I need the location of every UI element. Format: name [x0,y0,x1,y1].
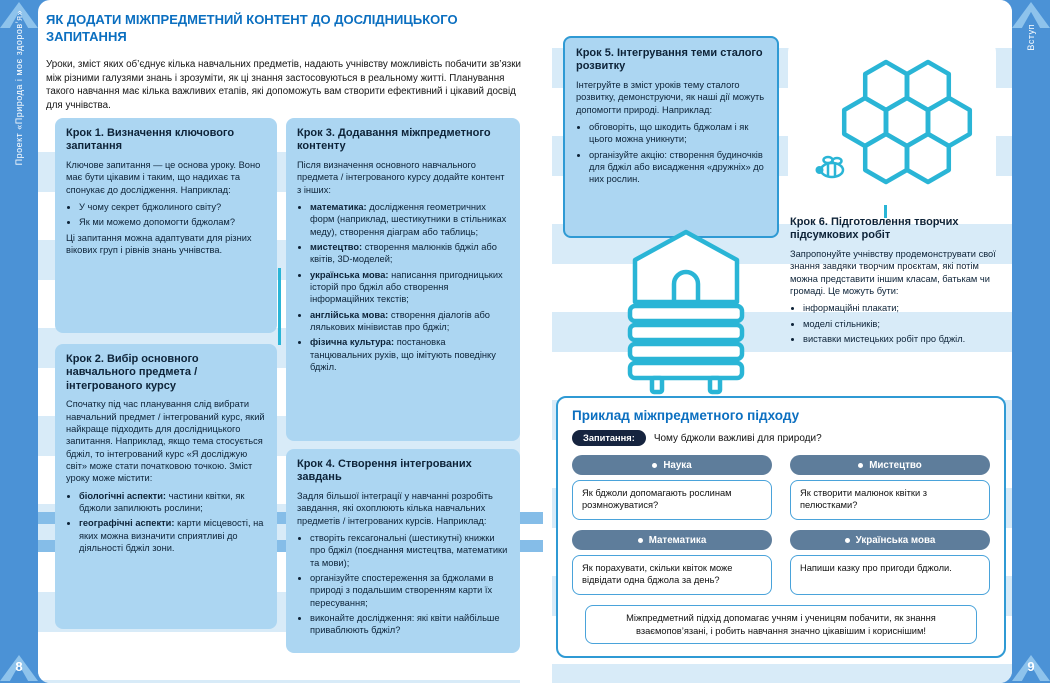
connector-line [278,268,281,345]
right-margin-strip [1012,0,1050,683]
subject-card-art [790,455,990,520]
bullet-item: • організуйте акцію: створення будиночків для бджіл або висадження «дружніх» до них рослин. [589,149,766,186]
subject-cards-grid [572,455,990,595]
right-page-number: 9 [1027,659,1035,674]
category-question-card [790,555,990,595]
bullet-item: • інформаційні плакати; [803,302,1002,314]
bullet-dot-icon [845,538,850,543]
title-text: ЯК ДОДАТИ МІЖПРЕДМЕТНИЙ КОНТЕНТ ДО ДОСЛІДНИЦЬКОГО ЗАПИТАННЯ [46,12,458,44]
bullet-dot-icon [638,538,643,543]
card-question-text: Як створити малюнок квітки з пелюстками? [800,488,928,511]
bullet-item: • організуйте спостереження за бджолами в природі з подальшим створенням карти їх пересування; [310,572,509,609]
left-page-number: 8 [15,659,23,674]
bullet-item: • У чому секрет бджолиного світу? [79,201,266,213]
step-title: Крок 4. Створення інтегрованих завдань [297,458,472,484]
right-margin-label: Вступ [1026,24,1036,51]
bullet-item: • обговоріть, що шкодить бджолам і як цього можна уникнути; [589,121,766,146]
beehive-illustration [590,220,782,398]
step-bullet-list [297,532,509,637]
bullet-item: • математика: дослідження геометричних форм (наприклад, шестикутники в стільниках меду), створення діаграм або таблиць; [310,201,509,238]
card-question-text: Як порахувати, скільки квіток може відвідати одна бджола за день? [582,563,733,586]
step-bullet-list [66,490,266,555]
bullet-dot-icon [652,463,657,468]
step-4-box [286,449,520,653]
category-label: Математика [648,534,707,546]
bullet-item: • виконайте дослідження: які квіти найбільше приваблюють бджіл? [310,612,509,637]
step-bullet-list [790,302,1002,345]
step-2-box [55,344,277,629]
step-intro: Ключове запитання — це основа уроку. Воно має бути цікавим і таким, що надихає та спонукає до дослідження. Наприклад: [66,159,261,195]
step-6-block [790,216,1002,348]
subject-card-math [572,530,772,595]
subject-card-science [572,455,772,520]
beehive-icon [590,220,782,398]
left-margin-label: Проект «Природа і моє здоров’я» [14,10,24,166]
honeycomb-icon [788,40,996,205]
bullet-item: • моделі стільників; [803,318,1002,330]
subject-card-ukrainian [790,530,990,595]
bullet-item: • виставки мистецьких робіт про бджіл. [803,333,1002,345]
step-intro: Задля більшої інтеграції у навчанні розробіть завдання, які охоплюють кілька навчальних предметів / інтегрованих курсів. Наприклад: [297,490,493,526]
category-label: Мистецтво [869,459,922,471]
example-question-row [572,430,990,446]
category-label: Українська мова [855,534,936,546]
bullet-item: • мистецтво: створення малюнків бджіл або квітів, 3D-моделей; [310,241,509,266]
bullet-item: • фізична культура: постановка танцювальних рухів, що імітують поведінку бджіл. [310,336,509,373]
step-title: Крок 3. Додавання міжпредметного контенту [297,127,491,153]
category-question-card [572,480,772,520]
category-pill [790,455,990,475]
pages-area [38,0,1012,683]
example-title: Приклад міжпредметного підходу [572,408,800,423]
step-bullet-list [297,201,509,374]
step-bullet-list [66,201,266,229]
step-1-box [55,118,277,333]
bullet-item: • створіть гексагональні (шестикутні) книжки про бджіл (поєднання мистецтва, математики та мови); [310,532,509,569]
step-title: Крок 2. Вибір основного навчального предмета / інтегрованого курсу [66,353,199,392]
category-label: Наука [663,459,692,471]
summary-note-text: Міжпредметний підхід допомагає учням і ученицям побачити, як знання взаємопов’язані, і робить навчання значно цікавішим і кориснішим! [626,613,936,636]
intro-paragraph: Уроки, зміст яких об’єднує кілька навчальних предметів, надають учнівству можливість побачити зв’язки між різними галузями знань і зрозуміти, як ці знання застосовуються в реальному житті. Планування такого навчання має кілька важливих етапів, які допоможуть вам створити ефективний і цікавий досвід для учнівства. [46,59,522,111]
step-5-box [563,36,779,238]
card-question-text: Напиши казку про пригоди бджоли. [800,563,952,573]
summary-note [585,605,978,644]
step-intro: Запропонуйте учнівству продемонструвати свої знання завдяки творчим проєктам, які потім можна представити іншим класам, батькам чи громаді. Це можуть бути: [790,248,996,296]
bullet-dot-icon [858,463,863,468]
card-question-text: Як бджоли допомагають рослинам розмножуватися? [582,488,732,511]
step-intro: Інтегруйте в зміст уроків тему сталого розвитку, демонструючи, як наші дії можуть допомогти природі. Наприклад: [576,79,765,115]
question-label-pill: Запитання: [572,430,646,446]
question-text: Чому бджоли важливі для природи? [653,432,822,444]
bullet-item: • Як ми можемо допомогти бджолам? [79,216,266,228]
bullet-item: • географічні аспекти: карти місцевості, на яких можна визначити сприятливі до діяльності бджіл зони. [79,517,266,554]
bullet-item: • біологічні аспекти: частини квітки, як бджоли запилюють рослини; [79,490,266,515]
page-title [46,12,514,46]
bee-icon [816,157,844,177]
step-3-box [286,118,520,441]
bullet-item: • англійська мова: створення діалогів або лялькових мінівистав про бджіл; [310,309,509,334]
category-pill [790,530,990,550]
step-title: Крок 1. Визначення ключового запитання [66,127,235,153]
step-intro: Після визначення основного навчального предмета / інтегрованого курсу додайте контент з інших: [297,159,505,195]
step-title: Крок 6. Підготовлення творчих підсумкових робіт [790,216,959,242]
left-margin-strip [0,0,38,683]
category-pill [572,455,772,475]
category-pill [572,530,772,550]
example-section [556,396,1006,658]
step-bullet-list [576,121,766,186]
step-intro: Спочатку під час планування слід вибрати навчальний предмет / інтегрований курс, який найкраще підходить для дослідницького запитання. Наприклад, якщо тема стосується бджіл, то інтегрований курс «Я досліджую світ» може стати початковою точкою. Зміст уроку може містити: [66,399,265,484]
step-title: Крок 5. Інтегрування теми сталого розвитку [576,47,763,73]
honeycomb-illustration [788,40,996,205]
bullet-item: • українська мова: написання пригодницьких історій про бджіл або створення інформаційних текстів; [310,269,509,306]
category-question-card [790,480,990,520]
category-question-card [572,555,772,595]
step-outro: Ці запитання можна адаптувати для різних вікових груп і рівнів знань учнівства. [66,232,252,255]
